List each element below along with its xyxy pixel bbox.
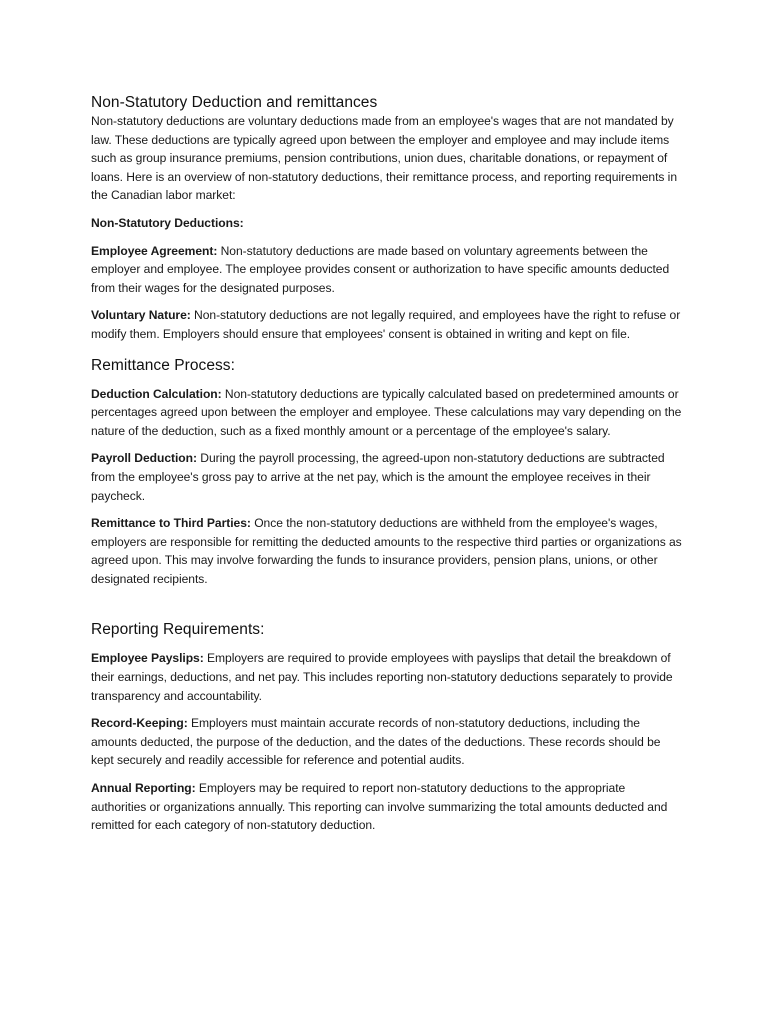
paragraph-label: Annual Reporting:	[91, 781, 196, 796]
paragraph-text: Employers may be required to report non-statutory deductions to the appropriate authorities or organizations annually. This reporting can involve summarizing the total amounts deducted and remitted for each category of non-statutory deduction.	[91, 781, 668, 833]
document-page	[91, 94, 683, 835]
paragraph-text: Once the non-statutory deductions are withheld from the employee's wages, employers are responsible for remitting the deducted amounts to the respective third parties or organizations as agreed upon. This may involve forwarding the funds to insurance providers, pension plans, unions, or other designated recipients.	[91, 516, 682, 586]
paragraph-text: Employers must maintain accurate records of non-statutory deductions, including the amounts deducted, the purpose of the deduction, and the dates of the deductions. These records should be kept securely and readily accessible for reference and potential audits.	[91, 716, 661, 768]
paragraph-text: Non-statutory deductions are typically calculated based on predetermined amounts or percentages agreed upon between the employer and employee. These calculations may vary depending on the nature of the deduction, such as a fixed monthly amount or a percentage of the employee's salary.	[91, 386, 682, 438]
paragraph-label: Employee Payslips:	[91, 651, 204, 666]
paragraph-remittance-third-parties	[91, 514, 683, 588]
paragraph-annual-reporting	[91, 779, 683, 835]
paragraph-deduction-calculation	[91, 385, 683, 441]
paragraph-text: Non-statutory deductions are not legally required, and employees have the right to refuse or modify them. Employers should ensure that employees' consent is obtained in writing and kept on file.	[91, 308, 681, 341]
paragraph-label: Voluntary Nature:	[91, 308, 191, 323]
paragraph-record-keeping	[91, 714, 683, 770]
paragraph-voluntary-nature	[91, 306, 683, 343]
paragraph-text: Employers are required to provide employees with payslips that detail the breakdown of their earnings, deductions, and net pay. This includes reporting non-statutory deductions separately to provide transparency and accountability.	[91, 651, 673, 703]
paragraph-employee-payslips	[91, 649, 683, 705]
nsd-subheading: Non-Statutory Deductions:	[91, 215, 244, 230]
reporting-heading: Reporting Requirements:	[91, 621, 265, 639]
page-title: Non-Statutory Deduction and remittances	[91, 94, 378, 111]
paragraph-label: Record-Keeping:	[91, 716, 188, 731]
paragraph-text: Non-statutory deductions are made based on voluntary agreements between the employer and employee. The employee provides consent or authorization to have specific amounts deducted from their wages for the designated purposes.	[91, 243, 670, 295]
remittance-heading: Remittance Process:	[91, 356, 235, 374]
paragraph-label: Employee Agreement:	[91, 243, 218, 258]
paragraph-label: Deduction Calculation:	[91, 386, 222, 401]
intro-paragraph: Non-statutory deductions are voluntary deductions made from an employee's wages that are not mandated by law. These deductions are typically agreed upon between the employer and employee and may include items such as group insurance premiums, pension contributions, union dues, charitable donations, or repayment of loans. Here is an overview of non-statutory deductions, their remittance process, and reporting requirements in the Canadian labor market:	[91, 114, 677, 203]
paragraph-employee-agreement	[91, 242, 683, 298]
paragraph-label: Payroll Deduction:	[91, 451, 197, 466]
paragraph-label: Remittance to Third Parties:	[91, 516, 251, 531]
paragraph-text: During the payroll processing, the agreed-upon non-statutory deductions are subtracted from the employee's gross pay to arrive at the net pay, which is the amount the employee receives in their paycheck.	[91, 451, 665, 503]
paragraph-payroll-deduction	[91, 449, 683, 505]
